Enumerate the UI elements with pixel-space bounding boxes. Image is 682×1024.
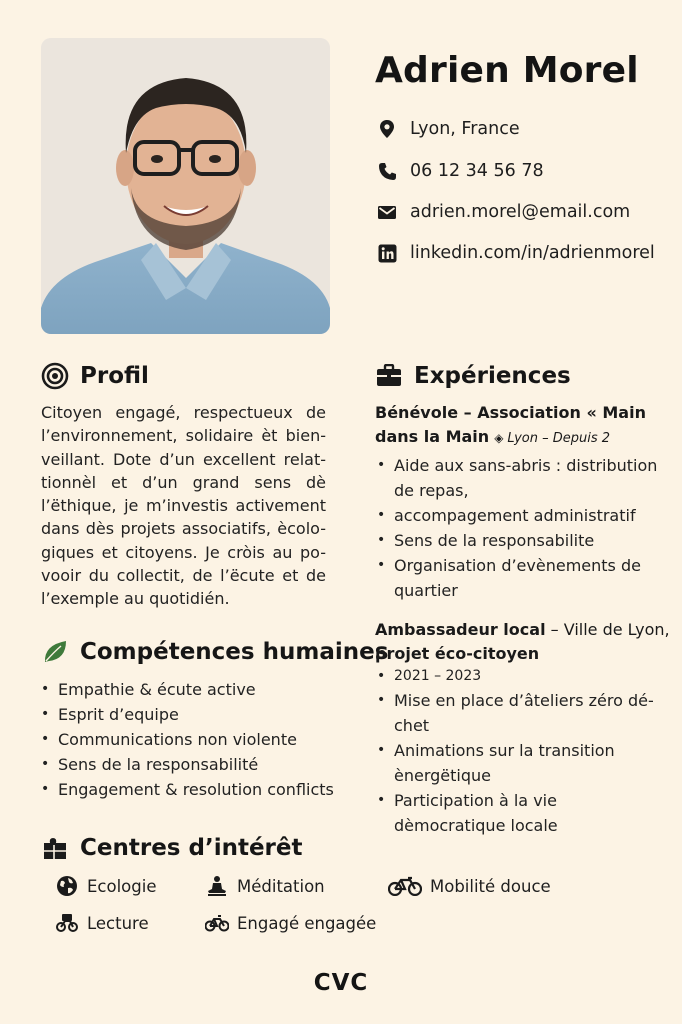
task-item: • Participation à la vie dèmocratique locale xyxy=(377,788,667,838)
job-2-role: Ambassadeur local xyxy=(375,620,546,639)
interest-label: Ecologie xyxy=(87,876,157,896)
contact-linkedin[interactable] xyxy=(376,239,676,267)
interest-item xyxy=(205,910,376,936)
globe-icon xyxy=(55,874,79,898)
briefcase-icon xyxy=(375,362,403,390)
contact-email-text: adrien.morel@email.com xyxy=(410,202,631,222)
puzzle-icon xyxy=(41,834,69,862)
skills-title: Compétences humaines xyxy=(80,639,389,665)
task-item: • Sens de la responsabilite xyxy=(377,528,667,553)
interest-item xyxy=(205,873,325,899)
interest-label: Engagé engagée xyxy=(237,913,377,933)
job-1-role: Bénévole xyxy=(375,403,459,422)
diamond-icon: ◈ xyxy=(494,431,508,445)
skill-item: • Engagement & resolution conflicts xyxy=(41,777,351,802)
experiences-title: Expériences xyxy=(414,363,571,389)
job-2-dates: • 2021 – 2023 xyxy=(377,664,667,688)
book-bike-icon xyxy=(55,911,79,935)
interests-title: Centres d’intérêt xyxy=(80,835,303,861)
interests-heading xyxy=(41,834,302,862)
meditation-icon xyxy=(205,874,229,898)
experiences-heading xyxy=(375,362,571,390)
job-1-org: Association « Main dans la Main xyxy=(375,403,646,446)
profile-heading xyxy=(41,362,149,390)
skill-item: • Communications non violente xyxy=(41,727,351,752)
profile-title: Profil xyxy=(80,363,149,389)
email-icon xyxy=(376,201,398,223)
bike-icon xyxy=(205,911,229,935)
contact-linkedin-text: linkedin.com/in/adrienmorel xyxy=(410,243,655,263)
task-item: • Aide aux sans-abris : distribution de repas, xyxy=(377,453,667,503)
task-item: • accompagement administratif xyxy=(377,503,667,528)
skill-item: • Empathie & écute active xyxy=(41,677,351,702)
skill-item: • Esprit d’equipe xyxy=(41,702,351,727)
leaf-icon xyxy=(41,638,69,666)
interest-label: Lecture xyxy=(87,913,149,933)
job-2-project: projet éco-citoyen xyxy=(375,644,540,663)
bicycle-icon xyxy=(388,874,422,898)
linkedin-icon xyxy=(376,242,398,264)
skill-item: • Sens de la responsabilité xyxy=(41,752,351,777)
full-name: Adrien Morel xyxy=(375,50,639,91)
interest-item xyxy=(55,910,149,936)
job-1-header: Bénévole – Association « Main dans la Main ◈ Lyon – Depuis 2 xyxy=(375,403,646,446)
interest-label: Méditation xyxy=(237,876,325,896)
job-2-org: – Ville de Lyon, xyxy=(550,620,670,639)
contact-location-text: Lyon, France xyxy=(410,119,520,139)
interest-item xyxy=(388,873,551,899)
skills-list xyxy=(41,677,351,802)
footer-label: CVC xyxy=(313,970,369,996)
target-icon xyxy=(41,362,69,390)
interest-item xyxy=(55,873,156,899)
location-pin-icon xyxy=(376,118,398,140)
job-2-header xyxy=(375,618,675,666)
contact-phone-text: 06 12 34 56 78 xyxy=(410,161,544,181)
job-1-meta: Lyon – Depuis 2 xyxy=(507,431,611,446)
task-item: • Mise en place d’âteliers zéro dé-chet xyxy=(377,688,667,738)
contact-phone[interactable] xyxy=(376,157,676,185)
portrait-illustration xyxy=(41,38,330,334)
job-2-tasks xyxy=(377,664,667,838)
contact-location xyxy=(376,115,676,143)
profile-photo xyxy=(41,38,330,334)
job-1-tasks xyxy=(377,453,667,603)
contact-email[interactable] xyxy=(376,198,676,226)
task-item: • Animations sur la transition ènergëtique xyxy=(377,738,667,788)
skills-heading xyxy=(41,638,388,666)
task-item: • Organisation d’evènements de quartier xyxy=(377,553,667,603)
profile-summary: Citoyen engagé, respectueux de l’environnement, solidaire èt bien-veillant. Dote d’un excellent relat-tionnèl et d’un grand sens dè l’ëthique, je m’investis activement dans dès projets associatifs, ècolo-giques et citoyens. Je cròis au po-vooir du collectit, de l’ëcute et de l’exemple au quotidién. xyxy=(41,403,326,609)
phone-icon xyxy=(376,160,398,182)
interest-label: Mobilité douce xyxy=(430,876,551,896)
